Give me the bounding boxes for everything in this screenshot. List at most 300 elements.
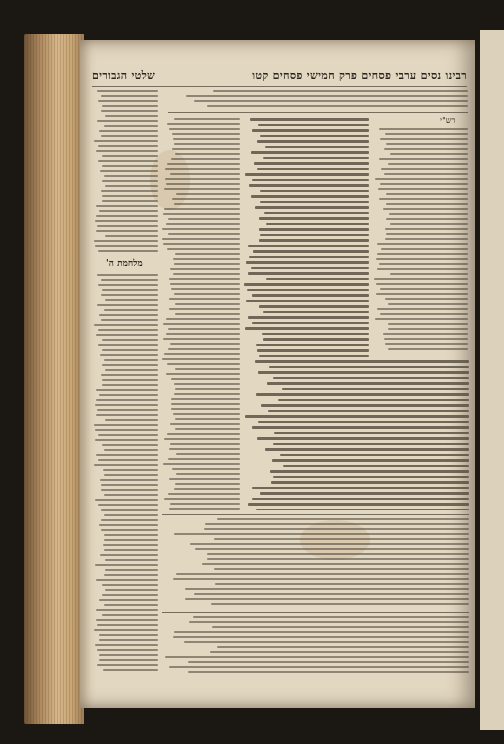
text-line [248, 503, 469, 506]
text-line [282, 388, 469, 391]
text-line [170, 283, 240, 285]
text-line [96, 205, 158, 207]
text-line [98, 250, 158, 252]
text-line [204, 528, 469, 530]
text-line [168, 233, 240, 235]
text-line [96, 389, 158, 391]
text-line [101, 509, 158, 511]
text-line [96, 150, 158, 152]
text-line [102, 584, 158, 586]
book-fore-edge [24, 34, 84, 724]
text-line [96, 619, 158, 621]
text-line [175, 153, 240, 155]
text-line [171, 403, 240, 405]
text-line [100, 354, 158, 356]
text-line [174, 631, 469, 633]
text-line [98, 344, 158, 346]
text-line [215, 583, 469, 585]
text-line [388, 163, 468, 165]
text-line [169, 278, 240, 280]
text-line [94, 240, 158, 242]
text-line [184, 641, 469, 643]
text-line [250, 118, 369, 121]
text-line [265, 146, 369, 149]
top-commentary [168, 90, 468, 110]
text-line [94, 464, 158, 466]
text-line [170, 268, 240, 270]
divider-rule [162, 514, 469, 515]
text-line [97, 664, 158, 666]
text-line [249, 256, 369, 259]
text-line [100, 170, 158, 172]
text-line [166, 223, 240, 225]
text-line [98, 160, 158, 162]
text-line [217, 518, 469, 520]
text-line [98, 329, 158, 331]
text-line [253, 250, 369, 253]
text-line [388, 328, 468, 330]
text-line [105, 569, 158, 571]
text-line [162, 238, 240, 240]
text-line [379, 263, 468, 265]
text-line [255, 206, 369, 209]
text-line [257, 140, 369, 143]
text-line [172, 148, 240, 150]
text-line [168, 458, 240, 460]
text-line [283, 465, 469, 468]
text-line [102, 195, 158, 197]
text-line [170, 423, 240, 425]
text-line [104, 539, 158, 541]
text-line [102, 155, 158, 157]
text-line [101, 484, 158, 486]
text-line [385, 228, 468, 230]
text-line [100, 479, 158, 481]
text-line [384, 173, 468, 175]
text-line [257, 437, 469, 440]
text-line [103, 469, 158, 471]
text-line [270, 470, 469, 473]
text-line [104, 175, 158, 177]
text-line [99, 210, 158, 212]
text-line [249, 184, 369, 187]
text-line [248, 272, 369, 275]
text-line [164, 353, 240, 355]
text-line [280, 454, 469, 457]
text-line [104, 125, 158, 127]
text-line [246, 261, 369, 264]
text-line [98, 434, 158, 436]
text-line [376, 258, 468, 260]
text-line [163, 338, 240, 340]
text-line [104, 514, 158, 516]
text-line [189, 621, 469, 623]
text-line [169, 508, 240, 510]
text-line [390, 153, 468, 155]
header-rule [92, 86, 467, 87]
text-line [259, 355, 369, 358]
text-line [104, 604, 158, 606]
text-line [264, 212, 369, 215]
left-commentary-lower [94, 274, 158, 674]
text-line [95, 245, 158, 247]
text-line [171, 378, 240, 380]
text-line [102, 364, 158, 366]
rashi-commentary [374, 128, 468, 356]
text-line [101, 374, 158, 376]
text-line [101, 95, 158, 97]
text-line [271, 481, 469, 484]
text-line [101, 319, 158, 321]
text-line [175, 428, 240, 430]
text-line [257, 349, 369, 352]
text-line [263, 311, 369, 314]
text-line [175, 483, 240, 485]
text-line [207, 105, 468, 107]
text-line [213, 90, 468, 92]
text-line [377, 308, 468, 310]
text-line [260, 234, 369, 237]
section-heading: מלחמת ה' [106, 259, 143, 269]
text-line [101, 110, 158, 112]
text-line [102, 384, 158, 386]
text-line [102, 594, 158, 596]
text-line [169, 448, 240, 450]
text-line [211, 603, 469, 605]
text-line [386, 233, 468, 235]
text-line [377, 268, 468, 270]
text-line [94, 324, 158, 326]
text-line [214, 568, 469, 570]
text-line [166, 373, 240, 375]
text-line [251, 267, 369, 270]
text-line [384, 338, 468, 340]
text-line [252, 426, 469, 429]
text-line [165, 656, 469, 658]
text-line [258, 124, 369, 127]
text-line [175, 418, 240, 420]
text-line [246, 300, 369, 303]
text-line [174, 488, 240, 490]
text-line [101, 294, 158, 296]
text-line [98, 284, 158, 286]
text-line [95, 644, 158, 646]
text-line [257, 168, 369, 171]
text-line [168, 218, 240, 220]
text-line [168, 328, 240, 330]
text-line [97, 624, 158, 626]
text-line [166, 333, 240, 335]
text-line [99, 634, 158, 636]
text-line [386, 218, 468, 220]
text-line [205, 523, 469, 525]
left-commentary-upper [94, 90, 158, 255]
text-line [259, 217, 369, 220]
text-line [207, 558, 469, 560]
text-line [385, 298, 468, 300]
text-line [97, 304, 158, 306]
text-line [266, 278, 369, 281]
text-line [102, 105, 158, 107]
text-line [101, 529, 158, 531]
text-line [194, 593, 469, 595]
text-line [105, 299, 158, 301]
text-line [256, 344, 369, 347]
text-line [263, 157, 369, 160]
text-line [170, 173, 240, 175]
text-line [384, 148, 468, 150]
text-line [102, 200, 158, 202]
text-line [101, 190, 158, 192]
text-line [217, 646, 469, 648]
text-line [176, 573, 469, 575]
text-line [96, 230, 158, 232]
text-line [263, 338, 369, 341]
text-line [96, 579, 158, 581]
text-line [252, 129, 369, 132]
text-line [256, 393, 469, 396]
text-line [104, 549, 158, 551]
text-line [185, 598, 469, 600]
text-line [102, 614, 158, 616]
text-line [274, 432, 469, 435]
text-line [96, 399, 158, 401]
text-line [388, 303, 468, 305]
text-line [386, 143, 468, 145]
text-line [170, 503, 240, 505]
text-line [99, 394, 158, 396]
divider-rule [168, 112, 468, 113]
bottom-notes [162, 518, 469, 608]
text-line [96, 609, 158, 611]
text-line [380, 313, 468, 315]
text-line [97, 274, 158, 276]
text-line [99, 314, 158, 316]
text-line [99, 639, 158, 641]
text-line [103, 669, 158, 671]
text-line [169, 666, 469, 668]
text-line [96, 414, 158, 416]
text-line [98, 100, 158, 102]
text-line [102, 444, 158, 446]
text-line [105, 589, 158, 591]
text-line [101, 489, 158, 491]
text-line [167, 433, 240, 435]
divider-rule [162, 612, 469, 613]
text-line [102, 349, 158, 351]
text-line [163, 323, 240, 325]
text-line [190, 543, 469, 545]
text-line [252, 322, 369, 325]
text-line [164, 188, 240, 190]
text-line [167, 248, 240, 250]
text-line [162, 228, 240, 230]
text-line [194, 100, 468, 102]
text-line [379, 198, 468, 200]
text-line [254, 162, 369, 165]
text-line [105, 419, 158, 421]
text-line [99, 130, 158, 132]
text-line [188, 661, 469, 663]
text-line [169, 308, 240, 310]
text-line [171, 408, 240, 410]
text-line [99, 524, 158, 526]
text-line [95, 499, 158, 501]
text-line [97, 649, 158, 651]
text-line [175, 313, 240, 315]
text-line [176, 473, 240, 475]
middle-commentary [162, 118, 240, 513]
text-line [102, 180, 158, 182]
footnotes [162, 616, 469, 676]
text-line [380, 183, 468, 185]
text-line [175, 303, 240, 305]
text-line [379, 128, 468, 130]
text-line [272, 459, 469, 462]
text-line [383, 333, 468, 335]
text-line [169, 128, 240, 130]
text-line [174, 143, 240, 145]
text-line [210, 651, 469, 653]
text-line [258, 371, 469, 374]
rashi-label: רש"י [440, 116, 456, 125]
text-line [174, 383, 240, 385]
text-line [252, 179, 369, 182]
text-line [168, 348, 240, 350]
main-text-wide [244, 360, 469, 510]
text-line [375, 318, 468, 320]
text-line [166, 318, 240, 320]
text-line [98, 504, 158, 506]
text-line [174, 393, 240, 395]
text-line [94, 140, 158, 142]
text-line [171, 288, 240, 290]
text-line [380, 288, 468, 290]
text-line [104, 574, 158, 576]
text-line [379, 158, 468, 160]
text-line [97, 90, 158, 92]
text-line [388, 348, 468, 350]
text-line [101, 279, 158, 281]
text-line [375, 178, 468, 180]
text-line [176, 193, 240, 195]
text-line [244, 283, 369, 286]
text-line [162, 358, 240, 360]
text-line [188, 671, 469, 673]
text-line [100, 554, 158, 556]
text-line [173, 636, 469, 638]
text-line [97, 225, 158, 227]
text-line [385, 343, 468, 345]
text-line [381, 248, 468, 250]
running-header [92, 66, 467, 84]
text-line [164, 208, 240, 210]
text-line [169, 298, 240, 300]
text-line [167, 163, 240, 165]
text-line [104, 359, 158, 361]
text-line [259, 228, 369, 231]
text-line [262, 333, 369, 336]
text-line [96, 454, 158, 456]
text-line [386, 193, 468, 195]
text-line [164, 438, 240, 440]
text-line [172, 468, 240, 470]
text-line [195, 548, 469, 550]
text-line [170, 443, 240, 445]
text-line [99, 654, 158, 656]
text-line [245, 173, 369, 176]
text-line [103, 544, 158, 546]
text-line [251, 195, 369, 198]
text-line [386, 203, 468, 205]
text-line [174, 203, 240, 205]
text-line [102, 379, 158, 381]
text-line [173, 578, 469, 580]
text-line [174, 293, 240, 295]
text-line [173, 258, 240, 260]
text-line [167, 123, 240, 125]
text-line [245, 327, 369, 330]
text-line [174, 263, 240, 265]
text-line [97, 409, 158, 411]
text-line [248, 245, 369, 248]
text-line [172, 133, 240, 135]
text-line [388, 323, 468, 325]
text-line [252, 487, 469, 490]
text-line [278, 399, 469, 402]
text-line [251, 151, 369, 154]
text-line [174, 533, 469, 535]
text-line [102, 289, 158, 291]
text-line [165, 178, 240, 180]
text-line [105, 185, 158, 187]
text-line [269, 366, 469, 369]
text-line [175, 253, 240, 255]
text-line [261, 404, 469, 407]
text-line [260, 190, 369, 193]
facing-page-edge [480, 30, 504, 730]
text-line [96, 334, 158, 336]
text-line [165, 168, 240, 170]
text-line [260, 492, 469, 495]
text-line [268, 410, 469, 413]
text-line [385, 133, 468, 135]
text-line [174, 118, 240, 120]
text-line [260, 135, 369, 138]
text-line [167, 363, 240, 365]
text-line [95, 429, 158, 431]
text-line [99, 599, 158, 601]
text-line [376, 293, 468, 295]
text-line [173, 273, 240, 275]
text-line [98, 145, 158, 147]
text-line [105, 369, 158, 371]
main-text-upper [244, 118, 369, 358]
text-line [385, 238, 468, 240]
text-line [104, 474, 158, 476]
text-line [273, 476, 469, 479]
text-line [94, 424, 158, 426]
text-line [95, 439, 158, 441]
text-line [374, 278, 468, 280]
text-line [377, 253, 468, 255]
text-line [163, 463, 240, 465]
text-line [175, 388, 240, 390]
text-line [104, 449, 158, 451]
text-line [376, 283, 468, 285]
text-line [377, 243, 468, 245]
text-line [259, 239, 369, 242]
